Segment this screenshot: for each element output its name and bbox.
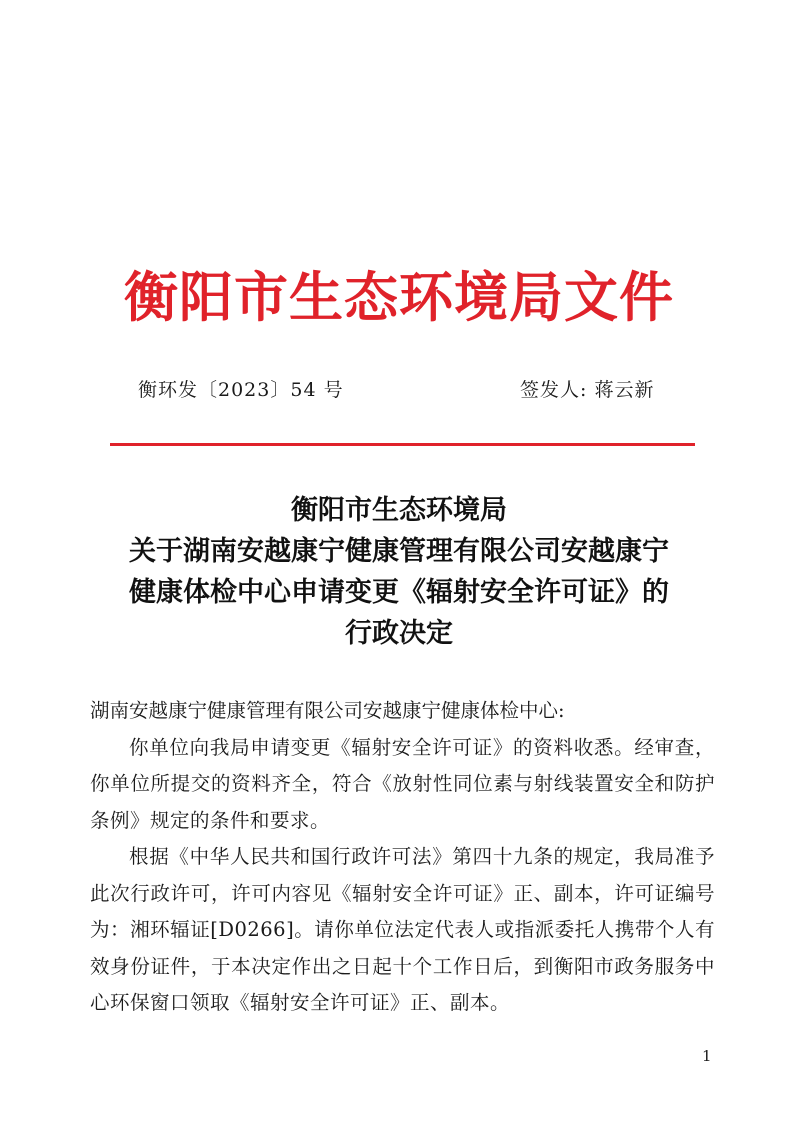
page-number: 1 bbox=[702, 1047, 712, 1065]
agency-header-title: 衡阳市生态环境局文件 bbox=[124, 265, 674, 329]
document-body bbox=[90, 693, 715, 1022]
signer-line: 签发人: 蒋云新 bbox=[520, 379, 655, 401]
title-line: 关于湖南安越康宁健康管理有限公司安越康宁 bbox=[129, 536, 669, 567]
title-line: 衡阳市生态环境局 bbox=[291, 495, 507, 526]
body-paragraph: 你单位向我局申请变更《辐射安全许可证》的资料收悉。经审查，你单位所提交的资料齐全，符合《放射性同位素与射线装置安全和防护条例》规定的条件和要求。 bbox=[90, 735, 715, 832]
red-divider-line bbox=[110, 443, 695, 446]
title-line: 健康体检中心申请变更《辐射安全许可证》的 bbox=[129, 577, 669, 608]
body-paragraph: 根据《中华人民共和国行政许可法》第四十九条的规定，我局准予此次行政许可，许可内容见《辐射安全许可证》正、副本，许可证编号为：湘环辐证[D0266]。请你单位法定代表人或指派委托人携带个人有效身份证件，于本决定作出之日起十个工作日后，到衡阳市政务服务中心环保窗口领取《辐射安全许可证》正、副本。 bbox=[90, 845, 715, 1014]
title-line: 行政决定 bbox=[345, 618, 453, 649]
salutation: 湖南安越康宁健康管理有限公司安越康宁健康体检中心: bbox=[90, 699, 565, 722]
document-number: 衡环发〔2023〕54 号 bbox=[138, 379, 344, 401]
document-title bbox=[60, 490, 738, 654]
